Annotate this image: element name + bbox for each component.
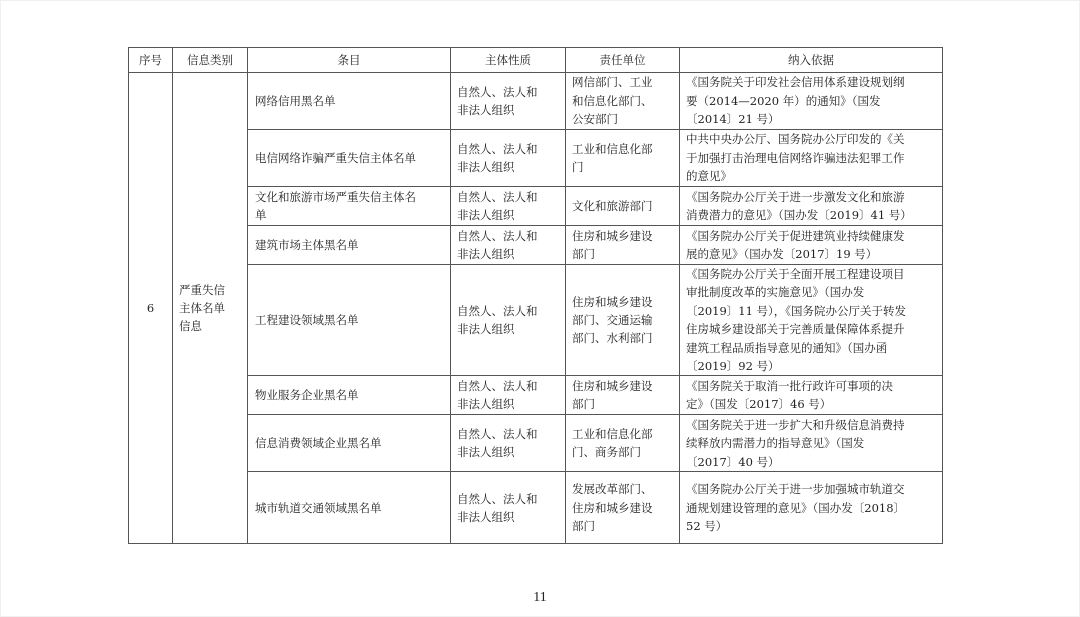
header-item: 条目 — [248, 48, 451, 73]
cell-item: 建筑市场主体黑名单 — [248, 226, 451, 265]
cell-basis: 《国务院办公厅关于促进建筑业持续健康发 展的意见》（国办发〔2017〕19 号） — [680, 226, 943, 265]
cell-unit: 住房和城乡建设 部门 — [566, 376, 680, 415]
cell-basis: 中共中央办公厅、国务院办公厅印发的《关 于加强打击治理电信网络诈骗违法犯罪工作 的意见》 — [680, 130, 943, 187]
page-number: 11 — [533, 590, 547, 605]
table-header-row — [129, 48, 943, 73]
cell-nature: 自然人、法人和 非法人组织 — [451, 187, 566, 226]
cell-category: 严重失信 主体名单 信息 — [173, 73, 248, 544]
cell-basis: 《国务院办公厅关于进一步激发文化和旅游 消费潜力的意见》（国办发〔2019〕41 号） — [680, 187, 943, 226]
header-seq: 序号 — [129, 48, 173, 73]
cell-basis: 《国务院关于取消一批行政许可事项的决 定》（国发〔2017〕46 号） — [680, 376, 943, 415]
cell-nature: 自然人、法人和 非法人组织 — [451, 376, 566, 415]
cell-basis: 《国务院办公厅关于全面开展工程建设项目 审批制度改革的实施意见》（国办发 〔2019〕11 号），《国务院办公厅关于转发 住房城乡建设部关于完善质量保障体系提升 建筑工程品质指导意见的通知》（国办函 〔2019〕92 号） — [680, 265, 943, 376]
cell-nature: 自然人、法人和 非法人组织 — [451, 73, 566, 130]
cell-nature: 自然人、法人和 非法人组织 — [451, 415, 566, 472]
table-row — [129, 415, 943, 472]
table-row — [129, 187, 943, 226]
cell-basis: 《国务院关于印发社会信用体系建设规划纲 要（2014—2020 年）的通知》（国发 〔2014〕21 号） — [680, 73, 943, 130]
header-basis: 纳入依据 — [680, 48, 943, 73]
cell-unit: 住房和城乡建设 部门 — [566, 226, 680, 265]
table-row — [129, 130, 943, 187]
cell-item: 电信网络诈骗严重失信主体名单 — [248, 130, 451, 187]
cell-item: 文化和旅游市场严重失信主体名 单 — [248, 187, 451, 226]
table-row — [129, 265, 943, 376]
table-row — [129, 472, 943, 544]
cell-nature: 自然人、法人和 非法人组织 — [451, 130, 566, 187]
table-row — [129, 226, 943, 265]
cell-nature: 自然人、法人和 非法人组织 — [451, 265, 566, 376]
table-row — [129, 376, 943, 415]
cell-item: 网络信用黑名单 — [248, 73, 451, 130]
cell-nature: 自然人、法人和 非法人组织 — [451, 472, 566, 544]
cell-nature: 自然人、法人和 非法人组织 — [451, 226, 566, 265]
cell-item: 物业服务企业黑名单 — [248, 376, 451, 415]
header-nature: 主体性质 — [451, 48, 566, 73]
cell-item: 信息消费领域企业黑名单 — [248, 415, 451, 472]
credit-table — [128, 47, 943, 544]
cell-unit: 发展改革部门、 住房和城乡建设 部门 — [566, 472, 680, 544]
cell-unit: 网信部门、工业 和信息化部门、 公安部门 — [566, 73, 680, 130]
cell-basis: 《国务院关于进一步扩大和升级信息消费持 续释放内需潜力的指导意见》（国发 〔2017〕40 号） — [680, 415, 943, 472]
cell-item: 工程建设领域黑名单 — [248, 265, 451, 376]
table-row — [129, 73, 943, 130]
cell-unit: 住房和城乡建设 部门、交通运输 部门、水利部门 — [566, 265, 680, 376]
cell-basis: 《国务院办公厅关于进一步加强城市轨道交 通规划建设管理的意见》（国办发〔2018〕 52 号） — [680, 472, 943, 544]
header-category: 信息类别 — [173, 48, 248, 73]
cell-unit: 工业和信息化部 门、商务部门 — [566, 415, 680, 472]
cell-item: 城市轨道交通领域黑名单 — [248, 472, 451, 544]
header-unit: 责任单位 — [566, 48, 680, 73]
cell-unit: 工业和信息化部 门 — [566, 130, 680, 187]
cell-seq: 6 — [129, 73, 173, 544]
cell-unit: 文化和旅游部门 — [566, 187, 680, 226]
